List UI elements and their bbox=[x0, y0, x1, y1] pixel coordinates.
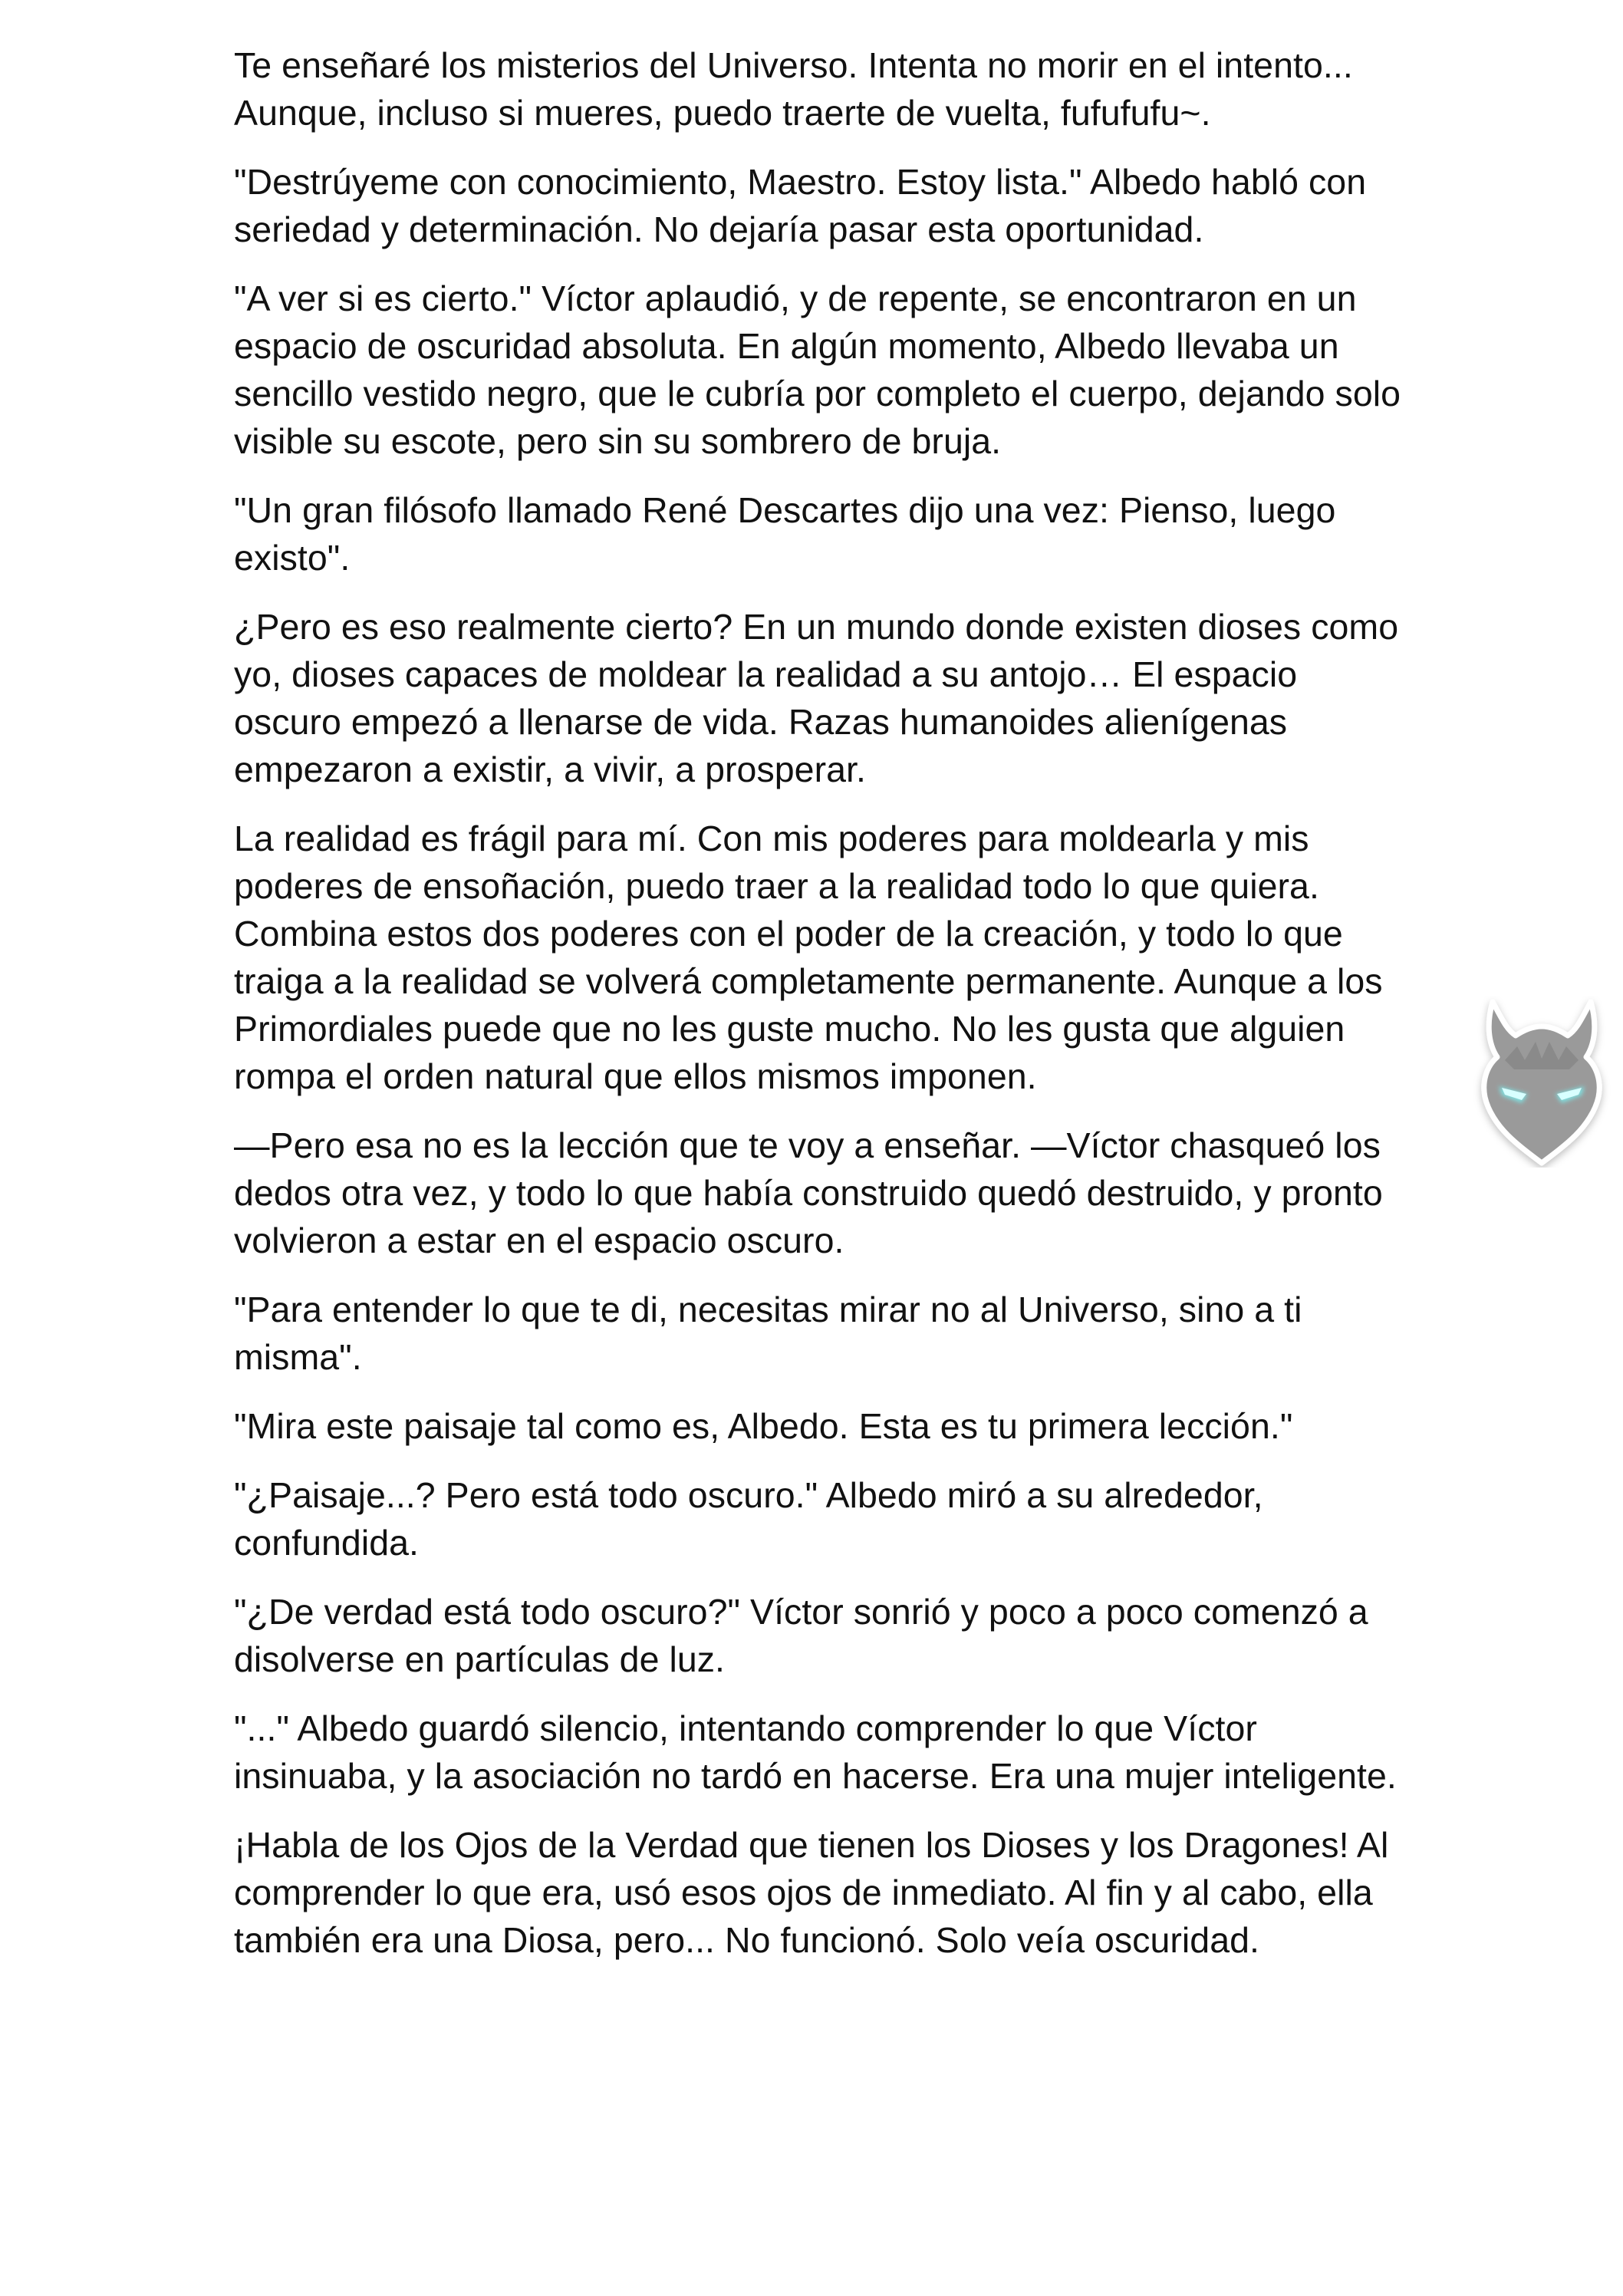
paragraph: "¿De verdad está todo oscuro?" Víctor sonrió y poco a poco comenzó a disolverse en partículas de luz. bbox=[234, 1592, 1368, 1679]
paragraph: "Un gran filósofo llamado René Descartes dijo una vez: Pienso, luego existo". bbox=[234, 490, 1336, 578]
paragraph: "Mira este paisaje tal como es, Albedo. Esta es tu primera lección." bbox=[234, 1406, 1293, 1446]
paragraph: ¡Habla de los Ojos de la Verdad que tienen los Dioses y los Dragones! Al comprender lo que era, usó esos ojos de inmediato. Al fin y al cabo, ella también era una Diosa, pero... No funcionó. Solo veía oscuridad. bbox=[234, 1825, 1389, 1960]
story-text bbox=[234, 41, 1407, 1985]
paragraph: —Pero esa no es la lección que te voy a enseñar. —Víctor chasqueó los dedos otra vez, y todo lo que había construido quedó destruido, y pronto volvieron a estar en el espacio oscuro. bbox=[234, 1125, 1383, 1260]
paragraph: "Para entender lo que te di, necesitas mirar no al Universo, sino a ti misma". bbox=[234, 1290, 1302, 1377]
paragraph: "Destrúyeme con conocimiento, Maestro. Estoy lista." Albedo habló con seriedad y determinación. No dejaría pasar esta oportunidad. bbox=[234, 162, 1367, 249]
paragraph: "¿Paisaje...? Pero está todo oscuro." Albedo miró a su alrededor, confundida. bbox=[234, 1475, 1263, 1563]
paragraph: "..." Albedo guardó silencio, intentando comprender lo que Víctor insinuaba, y la asociación no tardó en hacerse. Era una mujer inteligente. bbox=[234, 1708, 1397, 1796]
paragraph: "A ver si es cierto." Víctor aplaudió, y de repente, se encontraron en un espacio de oscuridad absoluta. En algún momento, Albedo llevaba un sencillo vestido negro, que le cubría por completo el cuerpo, dejando solo visible su escote, pero sin su sombrero de bruja. bbox=[234, 278, 1401, 461]
paragraph: Te enseñaré los misterios del Universo. Intenta no morir en el intento... Aunque, incluso si mueres, puedo traerte de vuelta, fufufufu~. bbox=[234, 45, 1353, 133]
demon-head-watermark-icon bbox=[1471, 996, 1612, 1168]
paragraph: La realidad es frágil para mí. Con mis poderes para moldearla y mis poderes de ensoñación, puedo traer a la realidad todo lo que quiera. Combina estos dos poderes con el poder de la creación, y todo lo que traiga a la realidad se volverá completamente permanente. Aunque a los Primordiales puede que no les guste mucho. No les gusta que alguien rompa el orden natural que ellos mismos imponen. bbox=[234, 819, 1383, 1096]
paragraph: ¿Pero es eso realmente cierto? En un mundo donde existen dioses como yo, dioses capaces de moldear la realidad a su antojo… El espacio oscuro empezó a llenarse de vida. Razas humanoides alienígenas empezaron a existir, a vivir, a prosperar. bbox=[234, 607, 1399, 789]
